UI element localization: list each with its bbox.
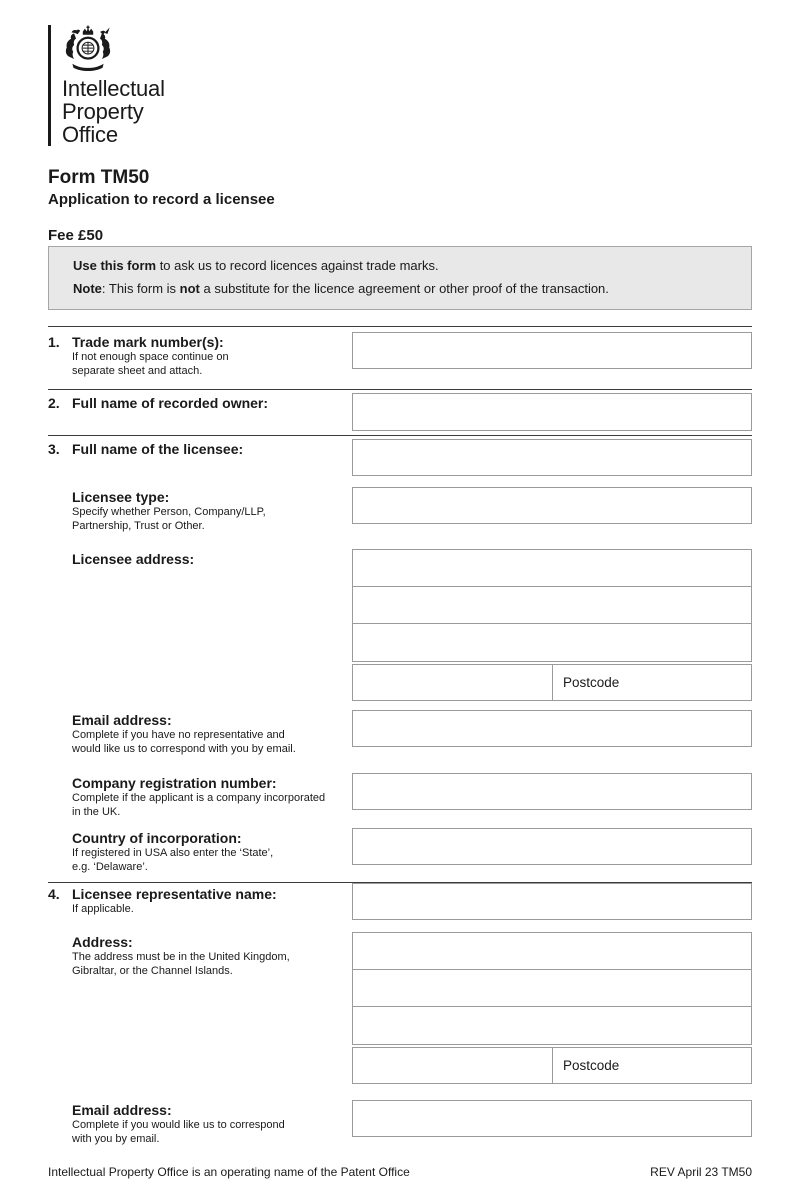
section-1-number: 1. bbox=[48, 334, 60, 350]
notice-line-2-bold2: not bbox=[179, 281, 200, 296]
representative-email-note-2: with you by email. bbox=[72, 1133, 160, 1145]
company-registration-label-block bbox=[48, 773, 352, 819]
country-incorporation-label-block bbox=[48, 828, 352, 874]
fee-label: Fee £50 bbox=[48, 227, 104, 244]
company-registration-label: Company registration number: bbox=[72, 775, 277, 791]
licensee-type-input[interactable] bbox=[352, 487, 752, 524]
notice-line-2 bbox=[73, 281, 739, 296]
section-3 bbox=[48, 435, 752, 882]
licensee-postcode-row bbox=[352, 664, 752, 701]
representative-postcode-row bbox=[352, 1047, 752, 1084]
recorded-owner-label: Full name of recorded owner: bbox=[72, 395, 269, 411]
company-registration-note-1: Complete if the applicant is a company incorporated bbox=[72, 792, 326, 804]
form-subtitle: Application to record a licensee bbox=[48, 191, 275, 208]
representative-email-note-1: Complete if you would like us to correspond bbox=[72, 1119, 285, 1131]
licensee-address-line-2-input[interactable] bbox=[353, 587, 751, 624]
section-3-number: 3. bbox=[48, 441, 60, 457]
representative-address-line-3-input[interactable] bbox=[353, 1007, 751, 1044]
licensee-postcode-label: Postcode bbox=[563, 675, 620, 690]
trademark-numbers-label: Trade mark number(s): bbox=[72, 334, 224, 350]
licensee-email-label-block bbox=[48, 710, 352, 756]
representative-address-label: Address: bbox=[72, 934, 133, 950]
licensee-address-line-3-input[interactable] bbox=[353, 624, 751, 661]
page-footer bbox=[48, 1165, 752, 1179]
section-1 bbox=[48, 326, 752, 389]
licensee-address-label-block bbox=[48, 549, 352, 567]
licensee-email-note-1: Complete if you have no representative and bbox=[72, 729, 285, 741]
section-4-number: 4. bbox=[48, 886, 60, 902]
country-incorporation-input[interactable] bbox=[352, 828, 752, 865]
country-incorporation-note-1: If registered in USA also enter the ‘State’, bbox=[72, 847, 274, 859]
licensee-name-label: Full name of the licensee: bbox=[72, 441, 244, 457]
notice-line-2-rest: a substitute for the licence agreement or other proof of the transaction. bbox=[199, 281, 609, 296]
licensee-type-note-1: Specify whether Person, Company/LLP, bbox=[72, 506, 266, 518]
representative-address-line-2-input[interactable] bbox=[353, 970, 751, 1007]
notice-line-1-rest: to ask us to record licences against trade marks. bbox=[156, 258, 439, 273]
section-4 bbox=[48, 882, 752, 1146]
country-incorporation-note-2: e.g. ‘Delaware’. bbox=[72, 861, 148, 873]
licensee-address-label: Licensee address: bbox=[72, 551, 195, 567]
representative-email-label: Email address: bbox=[72, 1102, 172, 1118]
representative-address-note-1: The address must be in the United Kingdom, bbox=[72, 951, 290, 963]
footer-left-text: Intellectual Property Office is an operating name of the Patent Office bbox=[48, 1165, 410, 1179]
notice-line-2-mid: : This form is bbox=[101, 281, 180, 296]
representative-name-input[interactable] bbox=[352, 883, 752, 920]
representative-email-label-block bbox=[48, 1100, 352, 1146]
country-incorporation-label: Country of incorporation: bbox=[72, 830, 242, 846]
representative-address-note-2: Gibraltar, or the Channel Islands. bbox=[72, 965, 233, 977]
licensee-postcode-input[interactable] bbox=[353, 665, 553, 700]
notice-line-2-bold1: Note bbox=[73, 281, 102, 296]
form-body bbox=[48, 326, 752, 1146]
logo-wordmark bbox=[62, 77, 752, 146]
notice-line-1 bbox=[73, 258, 739, 273]
representative-address-label-block bbox=[48, 932, 352, 978]
notice-line-1-bold: Use this form bbox=[73, 258, 157, 273]
logo-line-3: Office bbox=[62, 122, 118, 147]
licensee-email-note-2: would like us to correspond with you by email. bbox=[72, 743, 296, 755]
logo-line-1: Intellectual bbox=[62, 76, 165, 101]
royal-crest-icon bbox=[62, 25, 114, 73]
section-4-label-block bbox=[48, 883, 352, 916]
licensee-type-label: Licensee type: bbox=[72, 489, 170, 505]
licensee-address-block bbox=[352, 549, 752, 662]
section-2-label-block bbox=[48, 393, 352, 411]
licensee-name-input[interactable] bbox=[352, 439, 752, 476]
licensee-address-line-1-input[interactable] bbox=[353, 550, 751, 587]
section-3-label-block bbox=[48, 439, 352, 457]
ipo-logo bbox=[48, 25, 752, 146]
company-registration-input[interactable] bbox=[352, 773, 752, 810]
representative-name-label: Licensee representative name: bbox=[72, 886, 277, 902]
licensee-email-input[interactable] bbox=[352, 710, 752, 747]
recorded-owner-input[interactable] bbox=[352, 393, 752, 431]
representative-name-note-1: If applicable. bbox=[72, 903, 134, 915]
form-title: Form TM50 bbox=[48, 167, 150, 188]
representative-email-input[interactable] bbox=[352, 1100, 752, 1137]
licensee-type-label-block bbox=[48, 487, 352, 533]
trademark-numbers-input[interactable] bbox=[352, 332, 752, 369]
logo-line-2: Property bbox=[62, 99, 144, 124]
footer-right-text: REV April 23 TM50 bbox=[650, 1165, 752, 1179]
representative-postcode-input[interactable] bbox=[353, 1048, 553, 1083]
company-registration-note-2: in the UK. bbox=[72, 806, 121, 818]
section-2 bbox=[48, 389, 752, 435]
trademark-numbers-note-1: If not enough space continue on bbox=[72, 351, 229, 363]
representative-postcode-label: Postcode bbox=[563, 1058, 620, 1073]
licensee-email-label: Email address: bbox=[72, 712, 172, 728]
section-1-label-block bbox=[48, 332, 352, 378]
section-2-number: 2. bbox=[48, 395, 60, 411]
licensee-type-note-2: Partnership, Trust or Other. bbox=[72, 520, 205, 532]
notice-box bbox=[48, 246, 752, 310]
representative-address-line-1-input[interactable] bbox=[353, 933, 751, 970]
trademark-numbers-note-2: separate sheet and attach. bbox=[72, 365, 203, 377]
representative-address-block bbox=[352, 932, 752, 1045]
